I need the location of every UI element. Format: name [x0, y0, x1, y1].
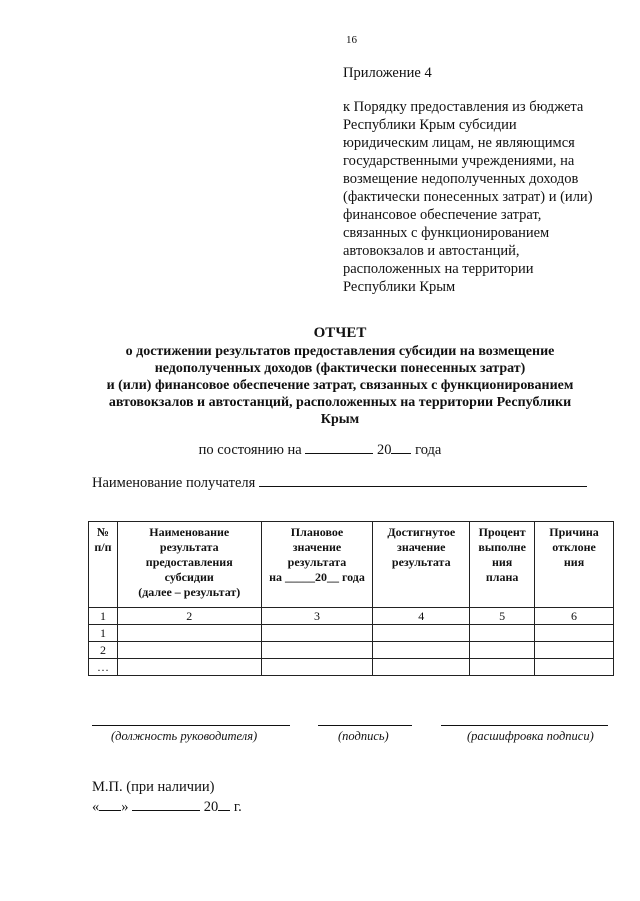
date-month-blank[interactable] — [132, 796, 200, 811]
table-cell[interactable] — [535, 659, 614, 676]
table-cell: 1 — [89, 625, 118, 642]
as-of-line — [0, 439, 640, 459]
appendix-title: Приложение 4 — [343, 65, 432, 81]
recipient-line — [92, 472, 587, 492]
appendix-line: Республики Крым субсидии — [343, 117, 517, 133]
table-cell[interactable] — [470, 625, 535, 642]
as-of-year-blank[interactable] — [391, 439, 411, 454]
signature-block — [0, 717, 640, 757]
date-open-quote: « — [92, 799, 100, 815]
date-day-blank[interactable] — [99, 796, 121, 811]
table-row — [89, 625, 614, 642]
report-heading — [60, 325, 620, 428]
appendix-text — [343, 98, 618, 296]
appendix-line: (фактически понесенных затрат) и (или) — [343, 189, 593, 205]
transcript-signature-line[interactable] — [441, 725, 608, 726]
table-cell: 5 — [470, 608, 535, 625]
table-row — [89, 608, 614, 625]
stamp-label: М.П. (при наличии) — [92, 779, 215, 795]
table-cell[interactable] — [535, 642, 614, 659]
appendix-line: юридическим лицам, не являющимся — [343, 135, 575, 151]
table-cell[interactable] — [261, 659, 373, 676]
table-cell: 4 — [373, 608, 470, 625]
header-result-name: Наименование результата предоставления субсидии (далее – результат) — [117, 522, 261, 608]
position-caption: (должность руководителя) — [111, 729, 258, 743]
table-cell: 1 — [89, 608, 118, 625]
report-subtitle-line: и (или) финансовое обеспечение затрат, связанных с функционированием — [106, 378, 574, 393]
table-row — [89, 642, 614, 659]
date-close-quote: » — [121, 799, 129, 815]
report-subtitle-line: недополученных доходов (фактически понесенных затрат) — [154, 361, 526, 376]
table-cell[interactable] — [117, 625, 261, 642]
date-suffix: г. — [233, 799, 242, 815]
table-cell[interactable] — [373, 659, 470, 676]
as-of-date-blank[interactable] — [305, 439, 373, 454]
stamp-block — [92, 778, 242, 816]
table-cell: 3 — [261, 608, 373, 625]
header-number: № п/п — [89, 522, 118, 608]
table-cell[interactable] — [470, 659, 535, 676]
table-cell[interactable] — [470, 642, 535, 659]
appendix-line: финансовое обеспечение затрат, — [343, 207, 542, 223]
appendix-line: государственными учреждениями, на — [343, 153, 575, 169]
report-subtitle-line: автовокзалов и автостанций, расположенных на территории Республики — [108, 395, 572, 410]
report-title: ОТЧЕТ — [313, 325, 367, 341]
date-year-blank[interactable] — [218, 796, 230, 811]
as-of-suffix: года — [415, 442, 442, 458]
date-line — [92, 796, 242, 816]
table-cell: 6 — [535, 608, 614, 625]
date-year-prefix: 20 — [203, 799, 219, 815]
results-table — [88, 521, 614, 676]
report-subtitle-line: о достижении результатов предоставления субсидии на возмещение — [125, 344, 555, 359]
table-cell[interactable] — [373, 642, 470, 659]
recipient-blank[interactable] — [259, 472, 587, 487]
table-cell[interactable] — [117, 642, 261, 659]
appendix-line: к Порядку предоставления из бюджета — [343, 99, 584, 115]
appendix-block — [343, 64, 618, 296]
recipient-label: Наименование получателя — [92, 475, 256, 491]
position-signature-line[interactable] — [92, 725, 290, 726]
table-cell[interactable] — [117, 659, 261, 676]
signature-line[interactable] — [318, 725, 412, 726]
header-deviation-reason: Причина отклоне ния — [535, 522, 614, 608]
appendix-line: автовокзалов и автостанций, — [343, 243, 520, 259]
report-subtitle-line: Крым — [320, 412, 360, 427]
header-achieved-value: Достигнутое значение результата — [373, 522, 470, 608]
appendix-line: связанных с функционированием — [343, 225, 550, 241]
as-of-label: по состоянию на — [198, 442, 302, 458]
table-cell[interactable] — [261, 642, 373, 659]
header-percent: Процент выполне ния плана — [470, 522, 535, 608]
signature-caption: (подпись) — [338, 729, 389, 743]
appendix-line: возмещение недополученных доходов — [343, 171, 579, 187]
transcript-caption: (расшифровка подписи) — [467, 729, 594, 743]
page-number: 16 — [346, 34, 357, 46]
header-planned-value: Плановое значение результата на _____20__ года — [261, 522, 373, 608]
table-row — [89, 659, 614, 676]
appendix-line: Республики Крым — [343, 279, 456, 295]
table-cell[interactable] — [373, 625, 470, 642]
table-cell: 2 — [89, 642, 118, 659]
appendix-line: расположенных на территории — [343, 261, 534, 277]
as-of-year-prefix: 20 — [376, 442, 392, 458]
table-header-row — [89, 522, 614, 608]
table-cell: … — [89, 659, 118, 676]
table-cell[interactable] — [535, 625, 614, 642]
table-cell: 2 — [117, 608, 261, 625]
table-cell[interactable] — [261, 625, 373, 642]
